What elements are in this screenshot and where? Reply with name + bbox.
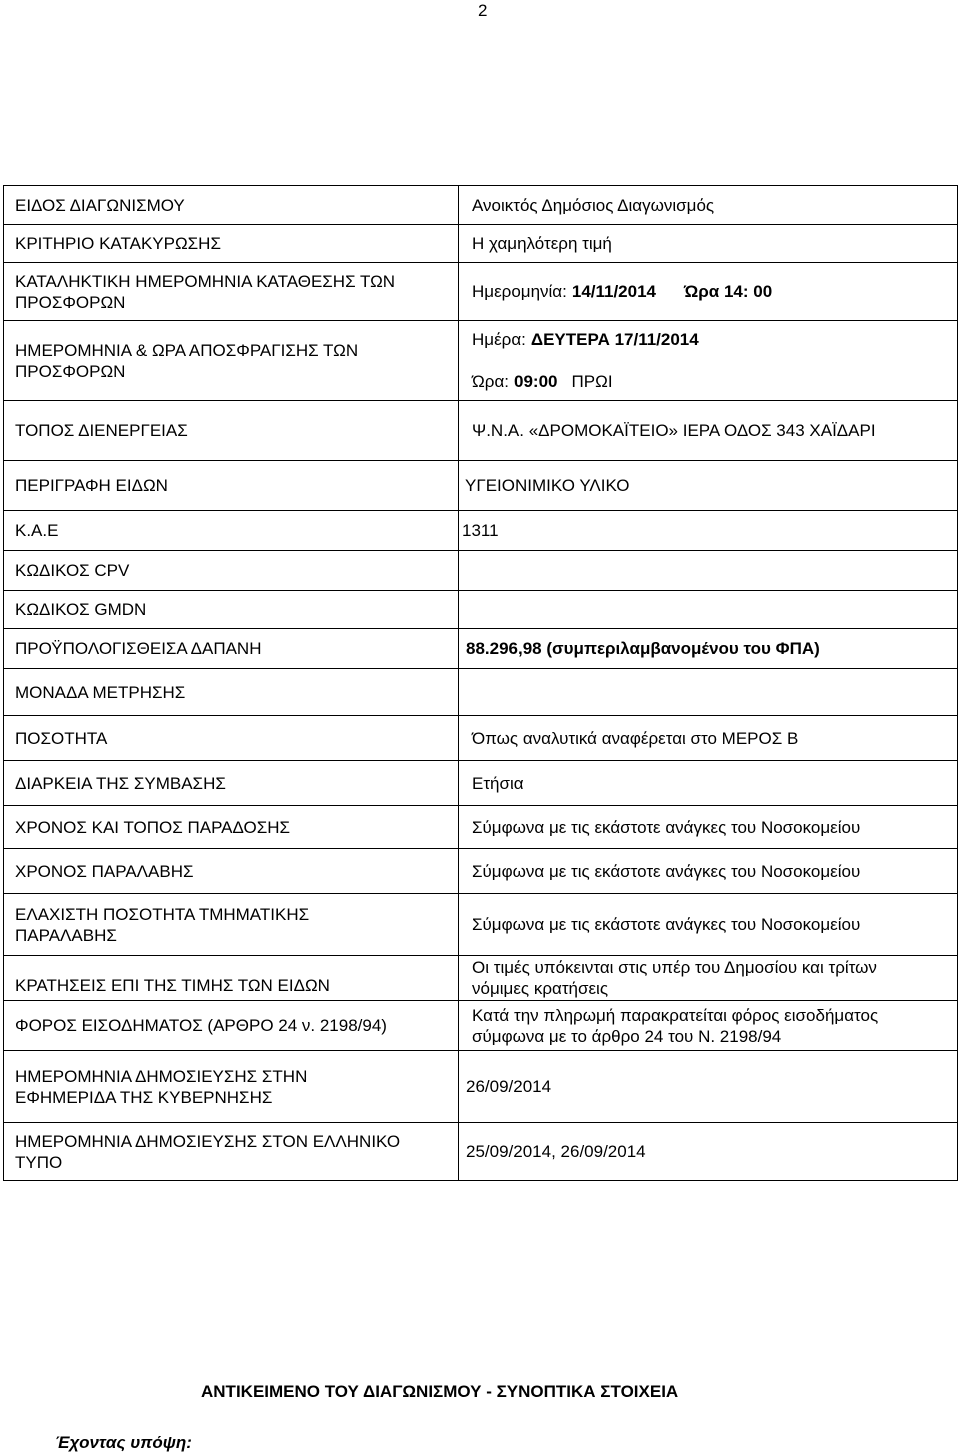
field-value: 25/09/2014, 26/09/2014	[459, 1123, 958, 1181]
field-label: ΦΟΡΟΣ ΕΙΣΟΔΗΜΑΤΟΣ (ΑΡΘΡΟ 24 ν. 2198/94)	[4, 1001, 459, 1051]
table-row	[4, 511, 958, 551]
field-label: ΚΩΔΙΚΟΣ GMDN	[4, 591, 459, 629]
table-row	[4, 591, 958, 629]
field-value	[459, 669, 958, 716]
field-label: ΚΩΔΙΚΟΣ CPV	[4, 551, 459, 591]
table-row	[4, 461, 958, 511]
field-label: ΕΙΔΟΣ ΔΙΑΓΩΝΙΣΜΟΥ	[4, 186, 459, 225]
field-label: ΕΛΑΧΙΣΤΗ ΠΟΣΟΤΗΤΑ ΤΜΗΜΑΤΙΚΗΣ ΠΑΡΑΛΑΒΗΣ	[4, 894, 459, 956]
table-row	[4, 186, 958, 225]
field-label: ΚΡΙΤΗΡΙΟ ΚΑΤΑΚΥΡΩΣΗΣ	[4, 225, 459, 263]
field-label: ΠΟΣΟΤΗΤΑ	[4, 716, 459, 761]
field-label: ΗΜΕΡΟΜΗΝΙΑ ΔΗΜΟΣΙΕΥΣΗΣ ΣΤΗΝ ΕΦΗΜΕΡΙΔΑ ΤΗΣ ΚΥΒΕΡΝΗΣΗΣ	[4, 1051, 459, 1123]
field-label: ΧΡΟΝΟΣ ΠΑΡΑΛΑΒΗΣ	[4, 849, 459, 894]
opening-day: Ημέρα: ΔΕΥΤΕΡΑ 17/11/2014	[472, 330, 699, 349]
opening-time: Ώρα: 09:00 ΠΡΩΙ	[472, 372, 613, 391]
table-row	[4, 401, 958, 461]
field-label: ΠΕΡΙΓΡΑΦΗ ΕΙΔΩΝ	[4, 461, 459, 511]
field-label: Κ.Α.Ε	[4, 511, 459, 551]
estimated-cost: 88.296,98 (συμπεριλαμβανομένου του ΦΠΑ)	[466, 639, 820, 658]
field-value	[459, 629, 958, 669]
field-label: ΗΜΕΡΟΜΗΝΙΑ & ΩΡΑ ΑΠΟΣΦΡΑΓΙΣΗΣ ΤΩΝ ΠΡΟΣΦΟΡΩΝ	[4, 321, 459, 401]
field-label: ΚΑΤΑΛΗΚΤΙΚΗ ΗΜΕΡΟΜΗΝΙΑ ΚΑΤΑΘΕΣΗΣ ΤΩΝ ΠΡΟΣΦΟΡΩΝ	[4, 263, 459, 321]
field-value	[459, 551, 958, 591]
tender-summary-table	[3, 185, 958, 1181]
field-value	[459, 263, 958, 321]
section-title: ΑΝΤΙΚΕΙΜΕΝΟ ΤΟΥ ΔΙΑΓΩΝΙΣΜΟΥ - ΣΥΝΟΠΤΙΚΑ ΣΤΟΙΧΕΙΑ	[201, 1382, 679, 1401]
field-value: Ψ.Ν.Α. «ΔΡΟΜΟΚΑΪΤΕΙΟ» ΙΕΡΑ ΟΔΟΣ 343 ΧΑΪΔΑΡΙ	[459, 401, 958, 461]
table-row	[4, 716, 958, 761]
table-row	[4, 321, 958, 401]
table-row	[4, 551, 958, 591]
field-value: Όπως αναλυτικά αναφέρεται στο ΜΕΡΟΣ Β	[459, 716, 958, 761]
table-row	[4, 894, 958, 956]
field-label: ΗΜΕΡΟΜΗΝΙΑ ΔΗΜΟΣΙΕΥΣΗΣ ΣΤΟΝ ΕΛΛΗΝΙΚΟ ΤΥΠΟ	[4, 1123, 459, 1181]
table-row	[4, 956, 958, 1001]
table-row	[4, 263, 958, 321]
field-label: ΚΡΑΤΗΣΕΙΣ ΕΠΙ ΤΗΣ ΤΙΜΗΣ ΤΩΝ ΕΙΔΩΝ	[4, 956, 459, 1001]
table-row	[4, 849, 958, 894]
field-value: Η χαμηλότερη τιμή	[459, 225, 958, 263]
field-label: ΔΙΑΡΚΕΙΑ ΤΗΣ ΣΥΜΒΑΣΗΣ	[4, 761, 459, 806]
field-value: Σύμφωνα με τις εκάστοτε ανάγκες του Νοσοκομείου	[459, 849, 958, 894]
considering-heading: Έχοντας υπόψη:	[55, 1433, 192, 1452]
field-value: Σύμφωνα με τις εκάστοτε ανάγκες του Νοσοκομείου	[459, 894, 958, 956]
field-label: ΜΟΝΑΔΑ ΜΕΤΡΗΣΗΣ	[4, 669, 459, 716]
field-value	[459, 591, 958, 629]
field-value: Ετήσια	[459, 761, 958, 806]
field-value: 26/09/2014	[459, 1051, 958, 1123]
field-label: ΠΡΟΫΠΟΛΟΓΙΣΘΕΙΣΑ ΔΑΠΑΝΗ	[4, 629, 459, 669]
deadline-time: Ώρα 14: 00	[684, 282, 773, 301]
deadline-date: 14/11/2014	[571, 282, 657, 301]
field-label: ΧΡΟΝΟΣ ΚΑΙ ΤΟΠΟΣ ΠΑΡΑΔΟΣΗΣ	[4, 806, 459, 849]
table-row	[4, 669, 958, 716]
table-row	[4, 1123, 958, 1181]
table-row	[4, 806, 958, 849]
table-row	[4, 1051, 958, 1123]
field-value: Σύμφωνα με τις εκάστοτε ανάγκες του Νοσοκομείου	[459, 806, 958, 849]
field-label: ΤΟΠΟΣ ΔΙΕΝΕΡΓΕΙΑΣ	[4, 401, 459, 461]
field-value: 1311	[459, 511, 958, 551]
table-row	[4, 629, 958, 669]
field-value: Οι τιμές υπόκεινται στις υπέρ του Δημοσίου και τρίτων νόμιμες κρατήσεις	[459, 956, 958, 1001]
submission-deadline: Ημερομηνία: 14/11/2014 Ώρα 14: 00	[472, 282, 773, 301]
field-value	[459, 321, 958, 401]
field-value: ΥΓΕΙΟΝΙΜΙΚΟ ΥΛΙΚΟ	[459, 461, 958, 511]
field-value: Ανοικτός Δημόσιος Διαγωνισμός	[459, 186, 958, 225]
table-row	[4, 1001, 958, 1051]
field-value: Κατά την πληρωμή παρακρατείται φόρος εισοδήματος σύμφωνα με το άρθρο 24 του Ν. 2198/94	[459, 1001, 958, 1051]
table-row	[4, 225, 958, 263]
page-number: 2	[478, 1, 488, 20]
table-row	[4, 761, 958, 806]
